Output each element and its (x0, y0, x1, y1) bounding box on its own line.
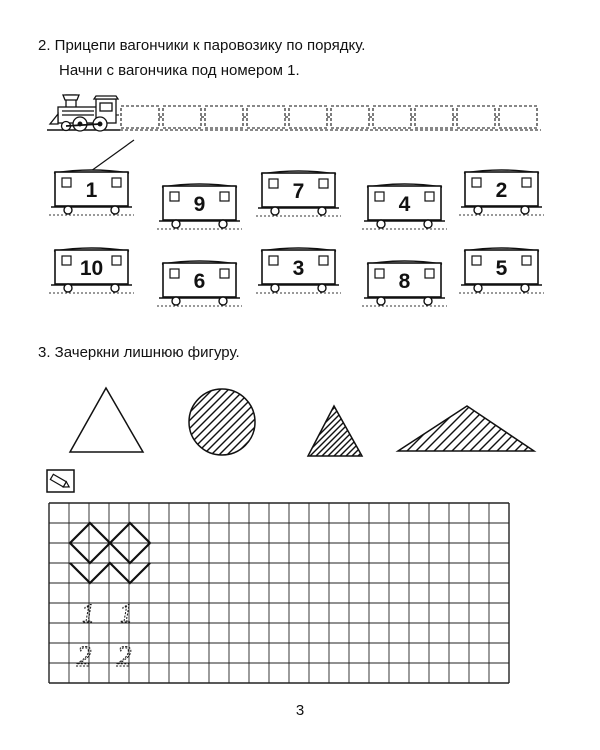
wagon-4 (362, 184, 447, 229)
dashed-wagon-track (116, 106, 541, 130)
wagon-10 (49, 248, 134, 293)
dashed-wagon (163, 106, 201, 128)
trace-digit-1: 1 (81, 599, 95, 628)
dashed-wagon (373, 106, 411, 128)
wagon-number: 9 (193, 193, 206, 216)
dashed-wagon (121, 106, 159, 128)
dashed-wagon (331, 106, 369, 128)
dashed-wagon (499, 106, 537, 128)
wagon-7 (256, 171, 341, 216)
trace-digit-2: 2 (116, 640, 132, 673)
task2-instruction-continued: Начни с вагончика под номером 1. (59, 62, 300, 79)
trace-pattern (70, 523, 150, 583)
wagon-8 (362, 261, 447, 306)
task2-instruction: 2. Прицепи вагончики к паровозику по порядку. (38, 37, 366, 54)
dashed-wagon (457, 106, 495, 128)
wagon-number: 4 (398, 193, 411, 216)
pencil-icon (47, 470, 74, 492)
wagon-2 (459, 170, 544, 215)
triangle-plain-shape (70, 388, 143, 452)
wagon-5 (459, 248, 544, 293)
locomotive-icon (47, 95, 120, 131)
task3-instruction: 3. Зачеркни лишнюю фигуру. (38, 344, 240, 361)
trace-digit-2: 2 (76, 640, 92, 673)
wagon-1 (49, 170, 134, 215)
wagon-number: 6 (193, 270, 206, 293)
trace-glyphs (77, 599, 133, 673)
wagons (49, 170, 544, 306)
wagon-9 (157, 184, 242, 229)
triangle-wide-hatched-shape (340, 400, 593, 455)
wagon-number: 2 (495, 179, 508, 202)
trace-digit-1: 1 (119, 599, 133, 628)
wagon-number: 8 (398, 270, 411, 293)
dashed-wagon (205, 106, 243, 128)
task3-shapes (70, 385, 593, 460)
circle-hatched-shape (110, 385, 329, 460)
wagon-3 (256, 248, 341, 293)
wagon-number: 10 (79, 257, 104, 280)
dashed-wagon (247, 106, 285, 128)
connection-line (91, 140, 134, 171)
wagon-number: 3 (292, 257, 305, 280)
wagon-number: 7 (292, 180, 305, 203)
page-number: 3 (295, 702, 305, 719)
dashed-wagon (415, 106, 453, 128)
wagon-6 (157, 261, 242, 306)
dashed-wagon (289, 106, 327, 128)
wagon-number: 5 (495, 257, 508, 280)
wagon-number: 1 (85, 179, 98, 202)
